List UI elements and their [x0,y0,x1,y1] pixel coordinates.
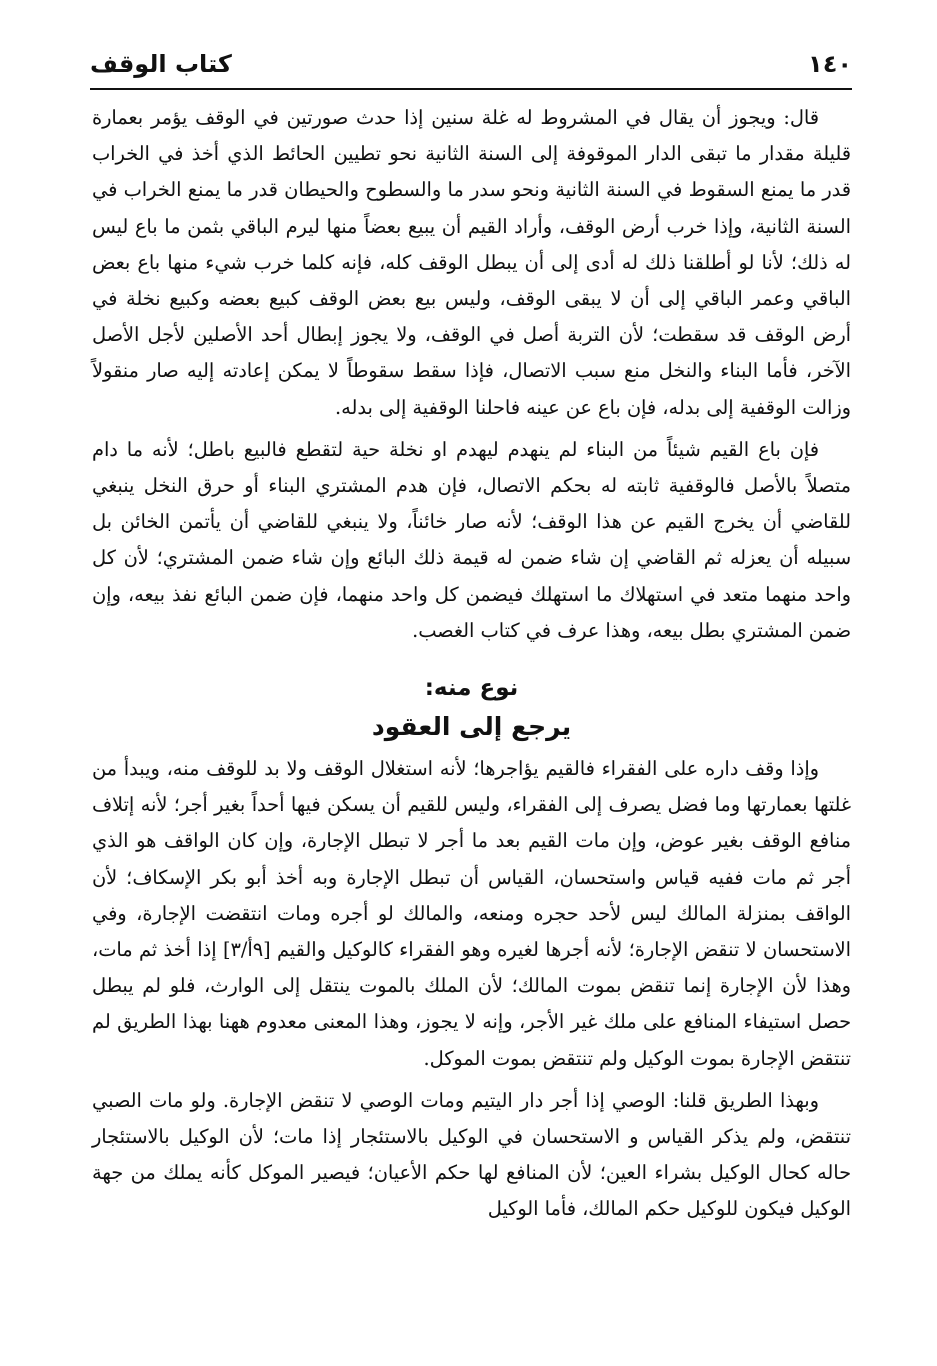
section-type-label: نوع منه: [424,675,519,702]
page-number: ١٤٠ [808,50,852,78]
page-body [92,100,851,1228]
section-heading [92,669,851,747]
paragraph: وبهذا الطريق قلنا: الوصي إذا أجر دار اليتيم ومات الوصي لا تنقض الإجارة. ولو مات الصبي تنتقض، ولم يذكر القياس و الاستحسان في الوكيل بالاستئجار إذا مات؛ لأن الوكيل بالاستئجار حاله كحال الوكيل بشراء العين؛ لأن المنافع لها حكم الأعيان؛ فيصير الموكل كأنه يملك من جهة الوكيل فيكون للوكيل حكم المالك، فأما الوكيل [92,1088,851,1221]
section-title: يرجع إلى العقود [371,712,572,742]
paragraph: قال: ويجوز أن يقال في المشروط له غلة سنين إذا حدث صورتين في الوقف يؤمر بعمارة قليلة مقدار ما تبقى الدار الموقوفة إلى السنة الثانية نحو تطيين الحائط الذي أخذ في الخراب قدر ما يمنع السقوط في السنة الثانية ونحو سدر ما والسطوح والحيطان قدر ما يمنع الخراب في السنة الثانية، وإذا خرب أرض الوقف، وأراد القيم أن يبيع بعضاً منها ليرم الباقي بثمن ما باع ليس له ذلك؛ لأنا لو أطلقنا ذلك له أدى إلى أن يبطل الوقف كله، فإنه كلما خرب شيء منها باع بعض الباقي وعمر الباقي إلى أن لا يبقى الوقف، وليس بيع بعض الوقف كبيع بعضه وكبيع نخلة في أرض الوقف قد سقطت؛ لأن التربة أصل في الوقف، ولا يجوز إبطال أحد الأصلين لأجل الأصل الآخر، فأما البناء والنخل منع سبب الاتصال، فإذا سقط سقوطاً لا يمكن إعادته إليه صار منقولاً وزالت الوقفية إلى بدله، فإن باع عن عينه فاحلنا الوقفية إلى بدله. [92,106,851,419]
paragraph: فإن باع القيم شيئاً من البناء لم ينهدم ليهدم او نخلة حية لتقطع فالبيع باطل؛ لأنه ما دام متصلاً بالأصل فالوقفية ثابته له بحكم الاتصال، فإن هدم المشتري البناء أو حرق النخل ينبغي للقاضي أن يخرج القيم عن هذا الوقف؛ لأنه صار خائناً، ولا ينبغي للقاضي أن يأتمن الخائن بل سبيله أن يعزله ثم القاضي إن شاء ضمن له قيمة ذلك البائع وإن شاء ضمن المشتري؛ لأن كل واحد منهما متعد في استهلاك ما استهلك فيضمن كل واحد منهما، فإن ضمن البائع نفذ بيعه، وإن ضمن المشتري بطل بيعه، وهذا عرف في كتاب الغصب. [92,437,851,642]
book-title: كتاب الوقف [90,50,232,78]
paragraph: وإذا وقف داره على الفقراء فالقيم يؤاجرها؛ لأنه استغلال الوقف ولا بد للوقف منه، ويبدأ من غلتها بعمارتها وما فضل يصرف إلى الفقراء، وليس للقيم أن يسكن فيها أحداً بغير أجر؛ لأنه إتلاف منافع الوقف بغير عوض، وإن مات القيم بعد ما أجر لا تبطل الإجارة، وإن كان الواقف هو الذي أجر ثم مات ففيه قياس واستحسان، القياس أن تبطل الإجارة وبه أخذ أبو بكر الإسكاف؛ لأن الواقف بمنزلة المالك ليس لأحد حجره ومنعه، والمالك لو أجره ومات انتقضت الإجارة، وفي الاستحسان لا تنقض الإجارة؛ لأنه أجرها لغيره وهو الفقراء كالوكيل والقيم [٩أ/٣] إذا أخذ ثم مات، وهذا لأن الإجارة إنما تنقض بموت المالك؛ لأن الملك بالموت ينتقل إلى الوارث، فلو لم يبطل حصل استيفاء المنافع على ملك غير الأجر، وإنه لا يجوز، وهذا المعنى معدوم ههنا بهذا الطريق لم تنتقض الإجارة بموت الوكيل ولم تنتقض بموت الموكل. [92,757,851,1070]
page-header [90,40,852,90]
